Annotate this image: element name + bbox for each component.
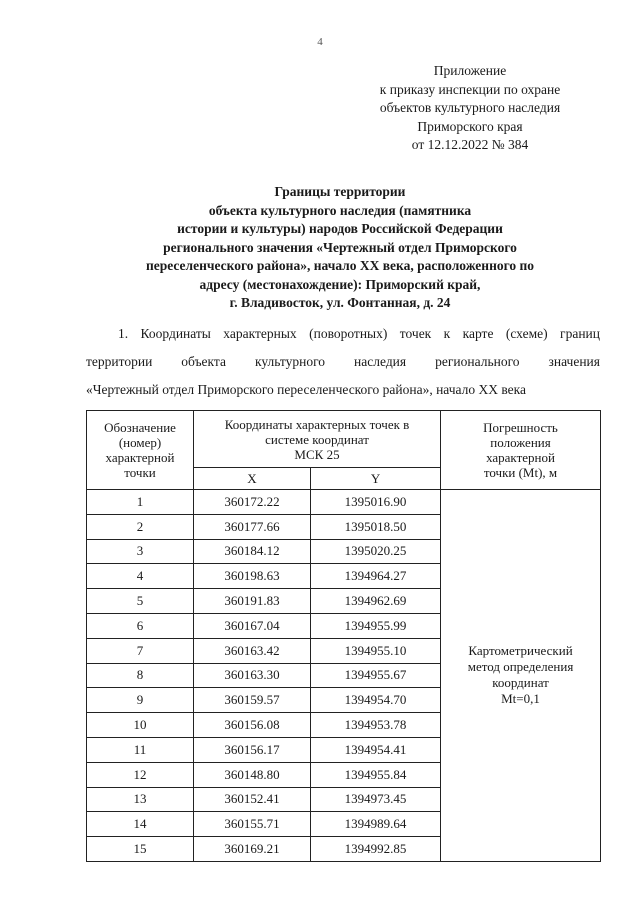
header-text: (номер) xyxy=(118,435,162,450)
appendix-block xyxy=(352,62,588,155)
header-text: системе координат xyxy=(265,431,369,447)
point-number-cell: 3 xyxy=(87,539,194,564)
y-coordinate-cell: 1394955.84 xyxy=(311,762,441,787)
point-number-cell: 12 xyxy=(87,762,194,787)
y-coordinate-cell: 1394953.78 xyxy=(311,713,441,738)
header-text: Координаты характерных точек в xyxy=(224,416,410,432)
method-text: Mt=0,1 xyxy=(501,691,540,707)
point-number-cell: 6 xyxy=(87,613,194,638)
page-number: 4 xyxy=(317,36,323,48)
header-text: точки xyxy=(124,465,156,480)
appendix-line: Приложение xyxy=(433,63,507,78)
header-accuracy xyxy=(441,411,601,490)
x-coordinate-cell: 360198.63 xyxy=(194,564,311,589)
x-coordinate-cell: 360184.12 xyxy=(194,539,311,564)
title-line: объекта культурного наследия (памятника xyxy=(208,202,472,218)
paragraph-line: территории объекта культурного наследия регионального значения xyxy=(86,354,600,369)
x-coordinate-cell: 360191.83 xyxy=(194,589,311,614)
header-text: положения xyxy=(490,435,551,450)
y-coordinate-cell: 1395016.90 xyxy=(311,490,441,515)
header-coordinates xyxy=(194,411,441,468)
y-coordinate-cell: 1394955.10 xyxy=(311,638,441,663)
y-coordinate-cell: 1394962.69 xyxy=(311,589,441,614)
x-coordinate-cell: 360159.57 xyxy=(194,688,311,713)
appendix-line: Приморского края xyxy=(417,118,523,134)
header-text: характерной xyxy=(486,450,555,465)
y-coordinate-cell: 1394955.99 xyxy=(311,613,441,638)
y-coordinate-cell: 1395018.50 xyxy=(311,514,441,539)
point-number-cell: 1 xyxy=(87,490,194,515)
x-coordinate-cell: 360167.04 xyxy=(194,613,311,638)
y-coordinate-cell: 1395020.25 xyxy=(311,539,441,564)
section-paragraph xyxy=(86,320,600,404)
title-line: истории и культуры) народов Российской Федерации xyxy=(177,221,503,236)
appendix-line: к приказу инспекции по охране xyxy=(379,81,561,97)
point-number-cell: 9 xyxy=(87,688,194,713)
method-text: метод определения xyxy=(467,659,574,675)
title-line: адресу (местонахождение): Приморский край, xyxy=(199,276,481,292)
method-text: координат xyxy=(492,675,549,691)
header-text: характерной xyxy=(105,450,175,465)
appendix-line: объектов культурного наследия xyxy=(379,100,561,115)
point-number-cell: 2 xyxy=(87,514,194,539)
table-row xyxy=(87,490,601,515)
title-line: переселенческого района», начало XX века, расположенного по xyxy=(145,258,535,273)
point-number-cell: 13 xyxy=(87,787,194,812)
header-text: точки (Mt), м xyxy=(483,465,558,480)
document-title xyxy=(60,183,620,313)
y-coordinate-cell: 1394954.70 xyxy=(311,688,441,713)
accuracy-method-cell xyxy=(441,490,601,862)
x-coordinate-cell: 360163.30 xyxy=(194,663,311,688)
y-coordinate-cell: 1394992.85 xyxy=(311,837,441,862)
method-text: Картометрический xyxy=(468,643,573,659)
point-number-cell: 4 xyxy=(87,564,194,589)
header-y: Y xyxy=(311,468,441,490)
x-coordinate-cell: 360177.66 xyxy=(194,514,311,539)
x-coordinate-cell: 360156.08 xyxy=(194,713,311,738)
header-text: Обозначение xyxy=(104,420,176,435)
title-line: Границы территории xyxy=(274,184,406,199)
point-number-cell: 7 xyxy=(87,638,194,663)
point-number-cell: 15 xyxy=(87,837,194,862)
point-number-cell: 5 xyxy=(87,589,194,614)
x-coordinate-cell: 360155.71 xyxy=(194,812,311,837)
coordinates-table xyxy=(86,410,601,862)
appendix-line: от 12.12.2022 № 384 xyxy=(411,137,529,152)
header-text: Погрешность xyxy=(483,420,558,435)
y-coordinate-cell: 1394955.67 xyxy=(311,663,441,688)
point-number-cell: 10 xyxy=(87,713,194,738)
header-x: X xyxy=(194,468,311,490)
header-text: МСК 25 xyxy=(294,446,340,462)
x-coordinate-cell: 360148.80 xyxy=(194,762,311,787)
x-coordinate-cell: 360152.41 xyxy=(194,787,311,812)
x-coordinate-cell: 360169.21 xyxy=(194,837,311,862)
point-number-cell: 14 xyxy=(87,812,194,837)
x-coordinate-cell: 360163.42 xyxy=(194,638,311,663)
point-number-cell: 11 xyxy=(87,737,194,762)
y-coordinate-cell: 1394964.27 xyxy=(311,564,441,589)
title-line: г. Владивосток, ул. Фонтанная, д. 24 xyxy=(229,295,451,310)
y-coordinate-cell: 1394973.45 xyxy=(311,787,441,812)
x-coordinate-cell: 360156.17 xyxy=(194,737,311,762)
paragraph-line: «Чертежный отдел Приморского переселенческого района», начало XX века xyxy=(86,382,527,397)
x-coordinate-cell: 360172.22 xyxy=(194,490,311,515)
title-line: регионального значения «Чертежный отдел Приморского xyxy=(163,239,517,255)
y-coordinate-cell: 1394954.41 xyxy=(311,737,441,762)
paragraph-line: 1. Координаты характерных (поворотных) точек к карте (схеме) границ xyxy=(118,326,600,341)
header-point-number xyxy=(87,411,194,490)
table-header-row xyxy=(87,411,601,468)
y-coordinate-cell: 1394989.64 xyxy=(311,812,441,837)
point-number-cell: 8 xyxy=(87,663,194,688)
